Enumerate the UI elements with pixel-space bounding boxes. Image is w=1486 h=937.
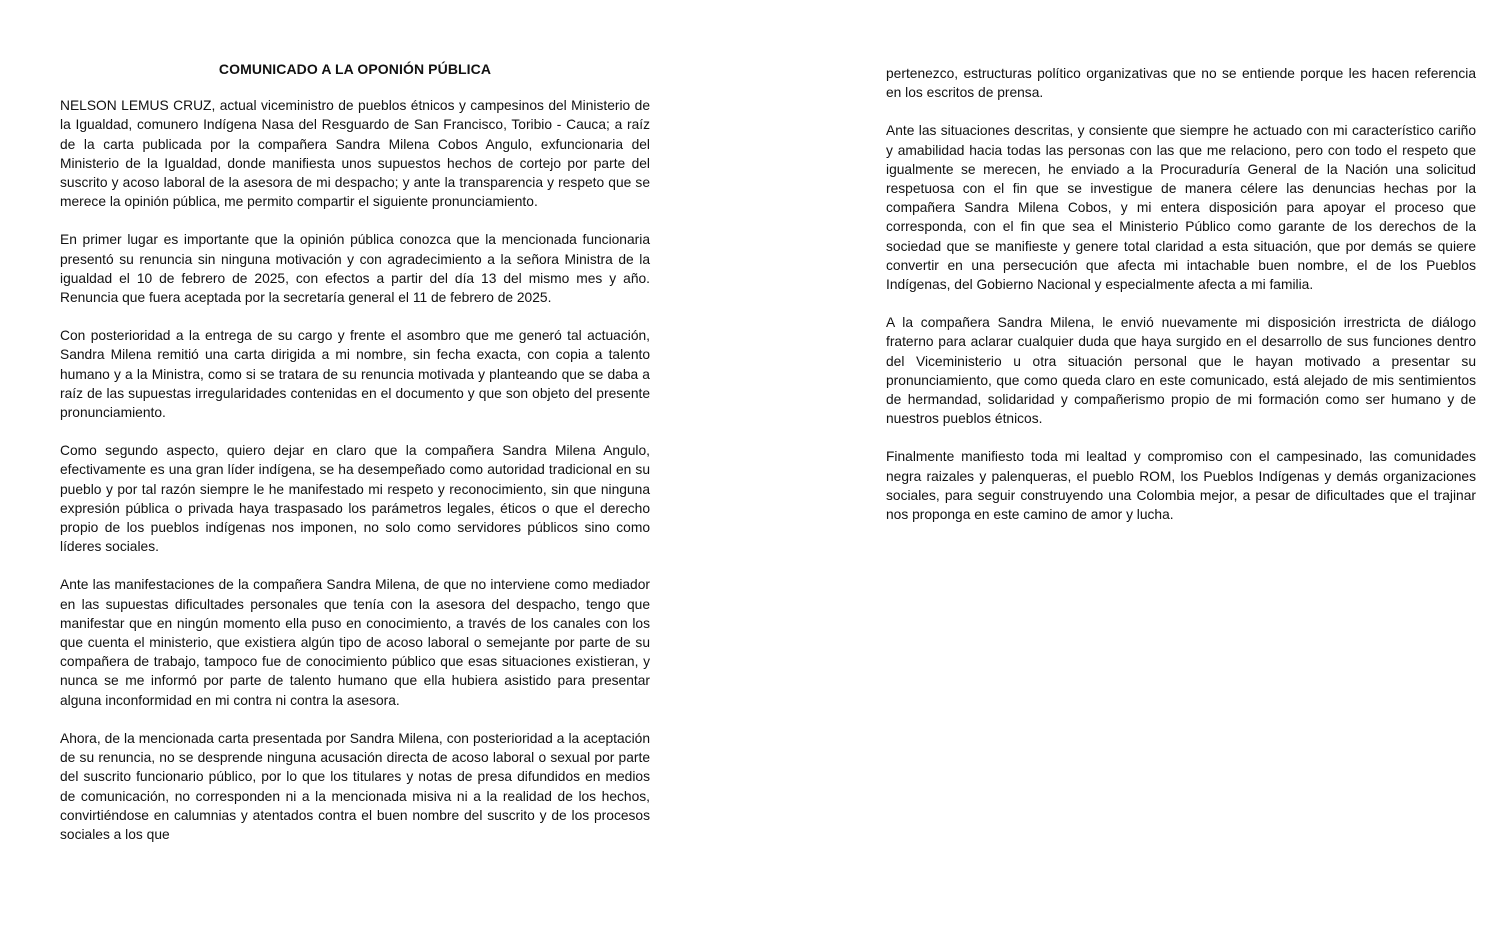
- document-title: COMUNICADO A LA OPONIÓN PÚBLICA: [218, 61, 492, 77]
- paragraph: NELSON LEMUS CRUZ, actual viceministro de pueblos étnicos y campesinos del Ministerio de la Igualdad, comunero Indígena Nasa del Resguardo de San Francisco, Toribio - Cauca; a raíz de la carta publicada por la compañera Sandra Milena Cobos Angulo, exfuncionaria del Ministerio de la Igualdad, donde manifiesta unos supuestos hechos de cortejo por parte del suscrito y acoso laboral de la asesora de mi despacho; y ante la transparencia y respeto que se merece la opinión pública, me permito compartir el siguiente pronunciamiento.: [60, 98, 650, 210]
- paragraph: Ante las manifestaciones de la compañera Sandra Milena, de que no interviene como mediador en las supuestas dificultades personales que tenía con la asesora del despacho, tengo que manifestar que en ningún momento ella puso en conocimiento, a través de los canales con los que cuenta el ministerio, que existiera algún tipo de acoso laboral o semejante por parte de su compañera de trabajo, tampoco fue de conocimiento público que esas situaciones existieran, y nunca se me informó por parte de talento humano que ella hubiera asistido para presentar alguna inconformidad en mi contra ni contra la asesora.: [60, 577, 650, 708]
- paragraph: Finalmente manifiesto toda mi lealtad y compromiso con el campesinado, las comunidades negra raizales y palenqueras, el pueblo ROM, los Pueblos Indígenas y demás organizaciones sociales, para seguir construyendo una Colombia mejor, a pesar de dificultades que el trajinar nos proponga en este camino de amor y lucha.: [886, 449, 1476, 523]
- paragraph: A la compañera Sandra Milena, le envió nuevamente mi disposición irrestricta de diálogo fraterno para aclarar cualquier duda que haya surgido en el desarrollo de sus funciones dentro del Viceministerio u otra situación personal que le hayan motivado a presentar su pronunciamiento, que como queda claro en este comunicado, está alejado de mis sentimientos de hermandad, solidaridad y compañerismo propio de mi formación como ser humano y de nuestros pueblos étnicos.: [886, 315, 1476, 427]
- paragraph: Ahora, de la mencionada carta presentada por Sandra Milena, con posterioridad a la aceptación de su renuncia, no se desprende ninguna acusación directa de acoso laboral o sexual por parte del suscrito funcionario público, por lo que los titulares y notas de presa difundidos en medios de comunicación, no corresponden ni a la mencionada misiva ni a la realidad de los hechos, convirtiéndose en calumnias y atentados contra el buen nombre del suscrito y de los procesos sociales a los que: [60, 730, 650, 842]
- paragraph: Ante las situaciones descritas, y consiente que siempre he actuado con mi característico cariño y amabilidad hacia todas las personas con las que me relaciono, pero con todo el respeto que igualmente se merecen, he enviado a la Procuraduría General de la Nación una solicitud respetuosa con el fin que se investigue de manera célere las denuncias hechas por la compañera Sandra Milena Cobos, y mi entera disposición para apoyar el proceso que corresponda, con el fin que sea el Ministerio Público como garante de los derechos de la sociedad que se manifieste y genere total claridad a esta situación, que por demás se quiere convertir en una persecución que afecta mi intachable buen nombre, el de los Pueblos Indígenas, del Gobierno Nacional y especialmente afecta a mi familia.: [886, 123, 1476, 293]
- document-page-left: [60, 60, 650, 844]
- document-page-right: [886, 64, 1476, 524]
- paragraph: En primer lugar es importante que la opinión pública conozca que la mencionada funcionaria presentó su renuncia sin ninguna motivación y con agradecimiento a la señora Ministra de la igualdad el 10 de febrero de 2025, con efectos a partir del día 13 del mismo mes y año. Renuncia que fuera aceptada por la secretaría general el 11 de febrero de 2025.: [60, 232, 650, 306]
- paragraph: Como segundo aspecto, quiero dejar en claro que la compañera Sandra Milena Angulo, efectivamente es una gran líder indígena, se ha desempeñado como autoridad tradicional en su pueblo y por tal razón siempre le he manifestado mi respeto y reconocimiento, sin que ninguna expresión pública o privada haya traspasado los parámetros legales, éticos o que el derecho propio de los pueblos indígenas nos imponen, no solo como servidores públicos sino como líderes sociales.: [60, 443, 650, 555]
- paragraph: Con posterioridad a la entrega de su cargo y frente el asombro que me generó tal actuación, Sandra Milena remitió una carta dirigida a mi nombre, sin fecha exacta, con copia a talento humano y a la Ministra, como si se tratara de su renuncia motivada y planteando que se daba a raíz de las supuestas irregularidades contenidas en el documento y que son objeto del presente pronunciamiento.: [60, 328, 650, 421]
- paragraph: pertenezco, estructuras político organizativas que no se entiende porque les hacen referencia en los escritos de prensa.: [886, 66, 1476, 101]
